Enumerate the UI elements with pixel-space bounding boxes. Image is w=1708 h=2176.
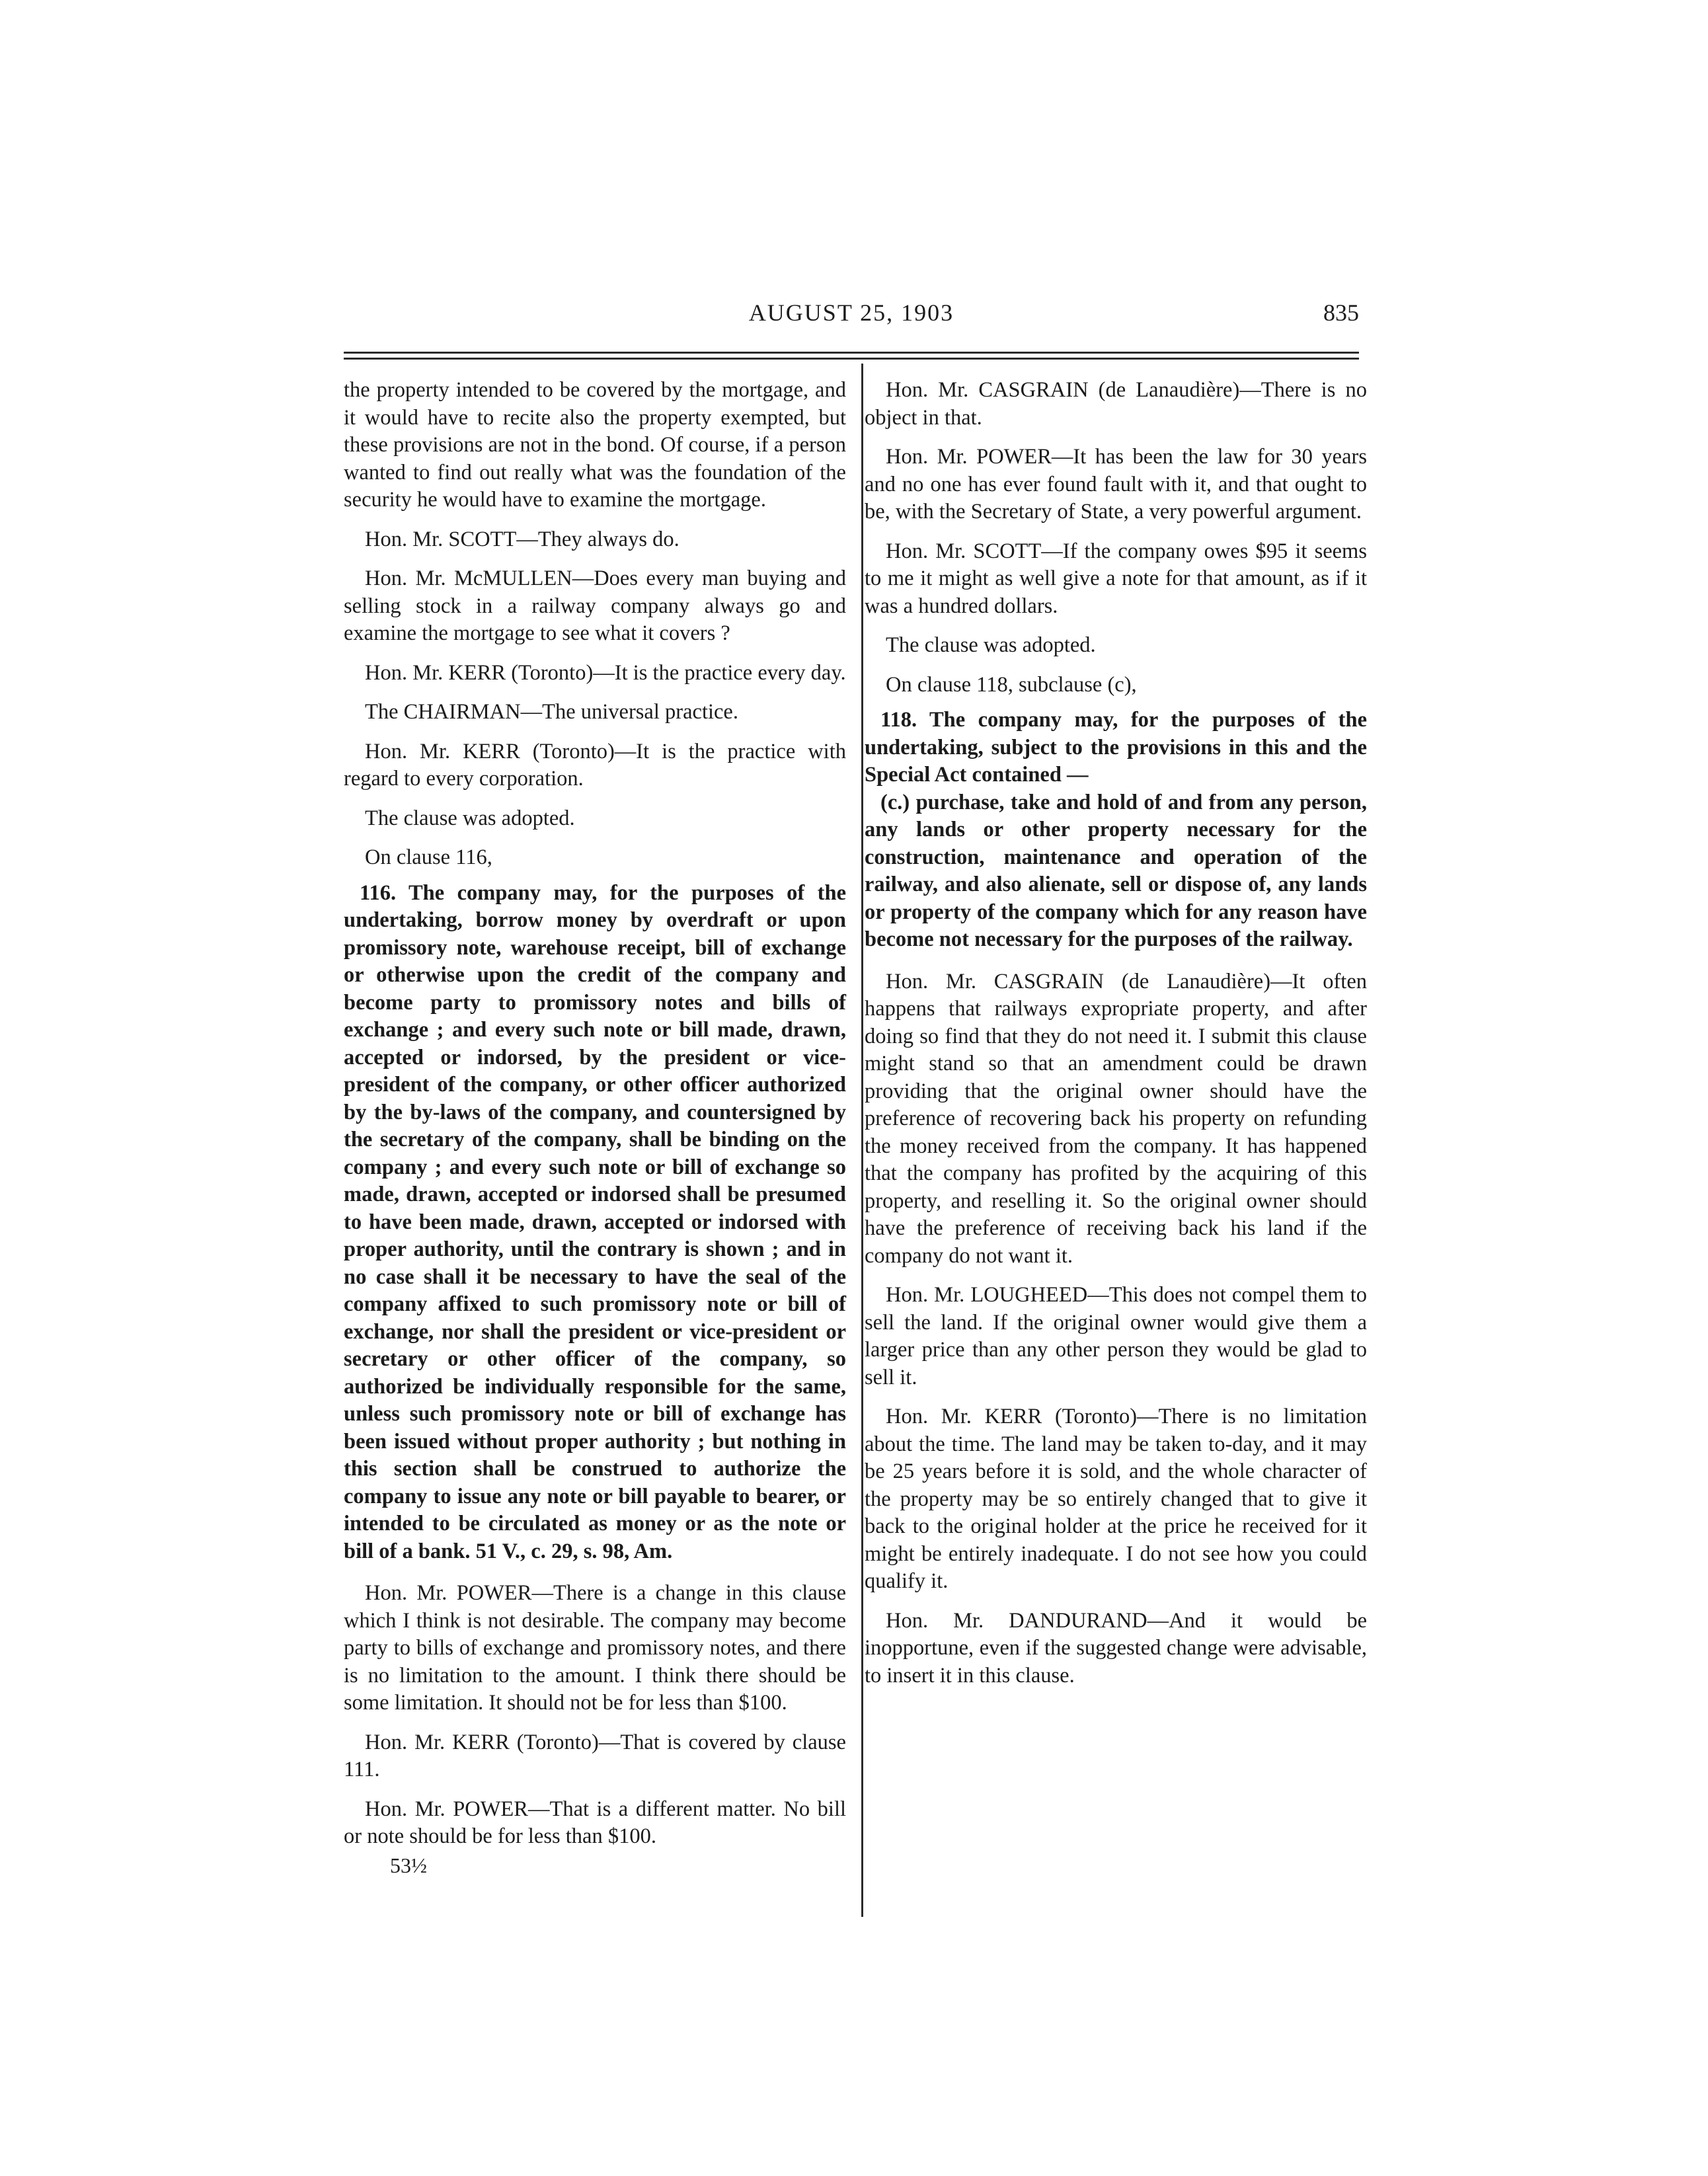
paragraph: the property intended to be covered by the mortgage, and it would have to recite also the property exempted, but these provisions are not in the bond. Of course, if a person wanted to find out really what was the foundation of the security he would have to examine the mortgage. — [344, 378, 846, 512]
paragraph: The clause was adopted. — [886, 633, 1096, 657]
paragraph: Hon. Mr. DANDURAND—And it would be inopportune, even if the suggested change were advisable, to insert it in this clause. — [865, 1608, 1367, 1688]
paragraph: Hon. Mr. CASGRAIN (de Lanaudière)—There is no object in that. — [865, 378, 1367, 430]
paragraph: Hon. Mr. McMULLEN—Does every man buying and selling stock in a railway company always go and examine the mortgage to see what it covers ? — [344, 566, 846, 645]
running-header — [344, 299, 1359, 338]
paragraph: Hon. Mr. KERR (Toronto)—It is the practice with regard to every corporation. — [344, 739, 846, 791]
statute-quote — [344, 880, 846, 1566]
paragraph: Hon. Mr. LOUGHEED—This does not compel them to sell the land. If the original owner would give them a larger price than any other person they would be glad to sell it. — [865, 1283, 1367, 1389]
paragraph: The CHAIRMAN—The universal practice. — [365, 700, 738, 724]
paragraph: Hon. Mr. KERR (Toronto)—There is no limitation about the time. The land may be taken to-day, and it may be 25 years before it is sold, and the whole character of the property may be so entirely changed that to give it back to the original holder at the price he received for it might be entirely inadequate. I do not see how you could qualify it. — [865, 1405, 1367, 1593]
clause-heading: On clause 118, subclause (c), — [886, 672, 1137, 697]
paragraph: Hon. Mr. SCOTT—They always do. — [365, 527, 679, 551]
left-column — [344, 377, 846, 1878]
quote-text: 116. The company may, for the purposes of the undertaking, borrow money by overdraft or upon promissory note, warehouse receipt, bill of exchange or otherwise upon the credit of the company and become party to promissory notes and bills of exchange ; and every such note or bill made, drawn, accepted or indorsed, by the president or vice-president of the company, or other officer authorized by the by-laws of the company, and countersigned by the secretary of the company, shall be binding on the company ; and every such note or bill of exchange so made, drawn, accepted or indorsed shall be presumed to have been made, drawn, accepted or indorsed with proper authority, until the contrary is shown ; and in no case shall it be necessary to have the seal of the company affixed to such promissory note or bill of exchange, nor shall the president or vice-president or secretary or other officer of the company, so authorized be individually responsible for the same, unless such promissory note or bill of exchange has been issued without proper authority ; but nothing in this section shall be construed to authorize the company to issue any note or bill payable to bearer, or intended to be circulated as money or as the note or bill of a bank. 51 V., c. 29, s. 98, Am. — [344, 880, 846, 1563]
header-rule-bottom — [344, 358, 1359, 360]
paragraph: Hon. Mr. SCOTT—If the company owes $95 it seems to me it might as well give a note for that amount, as if it was a hundred dollars. — [865, 539, 1367, 618]
paragraph: Hon. Mr. KERR (Toronto)—That is covered by clause 111. — [344, 1730, 846, 1781]
header-rule-top — [344, 352, 1359, 354]
column-divider — [861, 364, 863, 1917]
right-column — [865, 377, 1367, 1701]
signature-mark: 53½ — [390, 1853, 427, 1877]
paragraph: Hon. Mr. POWER—That is a different matter. No bill or note should be for less than $100. — [344, 1797, 846, 1848]
paragraph: Hon. Mr. CASGRAIN (de Lanaudière)—It often happens that railways expropriate property, and after doing so find that they do not need it. I submit this clause might stand so that an amendment could be drawn providing that the original owner should have the preference of recovering back his property on refunding the money received from the company. It has happened that the company has profited by the acquiring of this property, and reselling it. So the original owner should have the preference of receiving back his land if the company do not want it. — [865, 969, 1367, 1268]
header-date: AUGUST 25, 1903 — [748, 299, 954, 326]
quote-text: 118. The company may, for the purposes of the undertaking, subject to the provisions in this and the Special Act contained — — [865, 708, 1367, 787]
paragraph: Hon. Mr. POWER—It has been the law for 30 years and no one has ever found fault with it, and that ought to be, with the Secretary of State, a very powerful argument. — [865, 445, 1367, 524]
paragraph: The clause was adopted. — [365, 806, 575, 830]
paragraph: Hon. Mr. KERR (Toronto)—It is the practice every day. — [365, 660, 846, 685]
quote-text: (c.) purchase, take and hold of and from any person, any lands or other property necessary for the construction, maintenance and operation of the railway, and also alienate, sell or dispose of, any lands or property of the company which for any reason have become not necessary for the purposes of the railway. — [865, 790, 1367, 951]
clause-heading: On clause 116, — [365, 845, 492, 869]
paragraph: Hon. Mr. POWER—There is a change in this clause which I think is not desirable. The company may become party to bills of exchange and promissory notes, and there is no limitation to the amount. I think there should be some limitation. It should not be for less than $100. — [344, 1581, 846, 1715]
page-number: 835 — [1323, 299, 1359, 326]
statute-quote — [865, 707, 1367, 954]
